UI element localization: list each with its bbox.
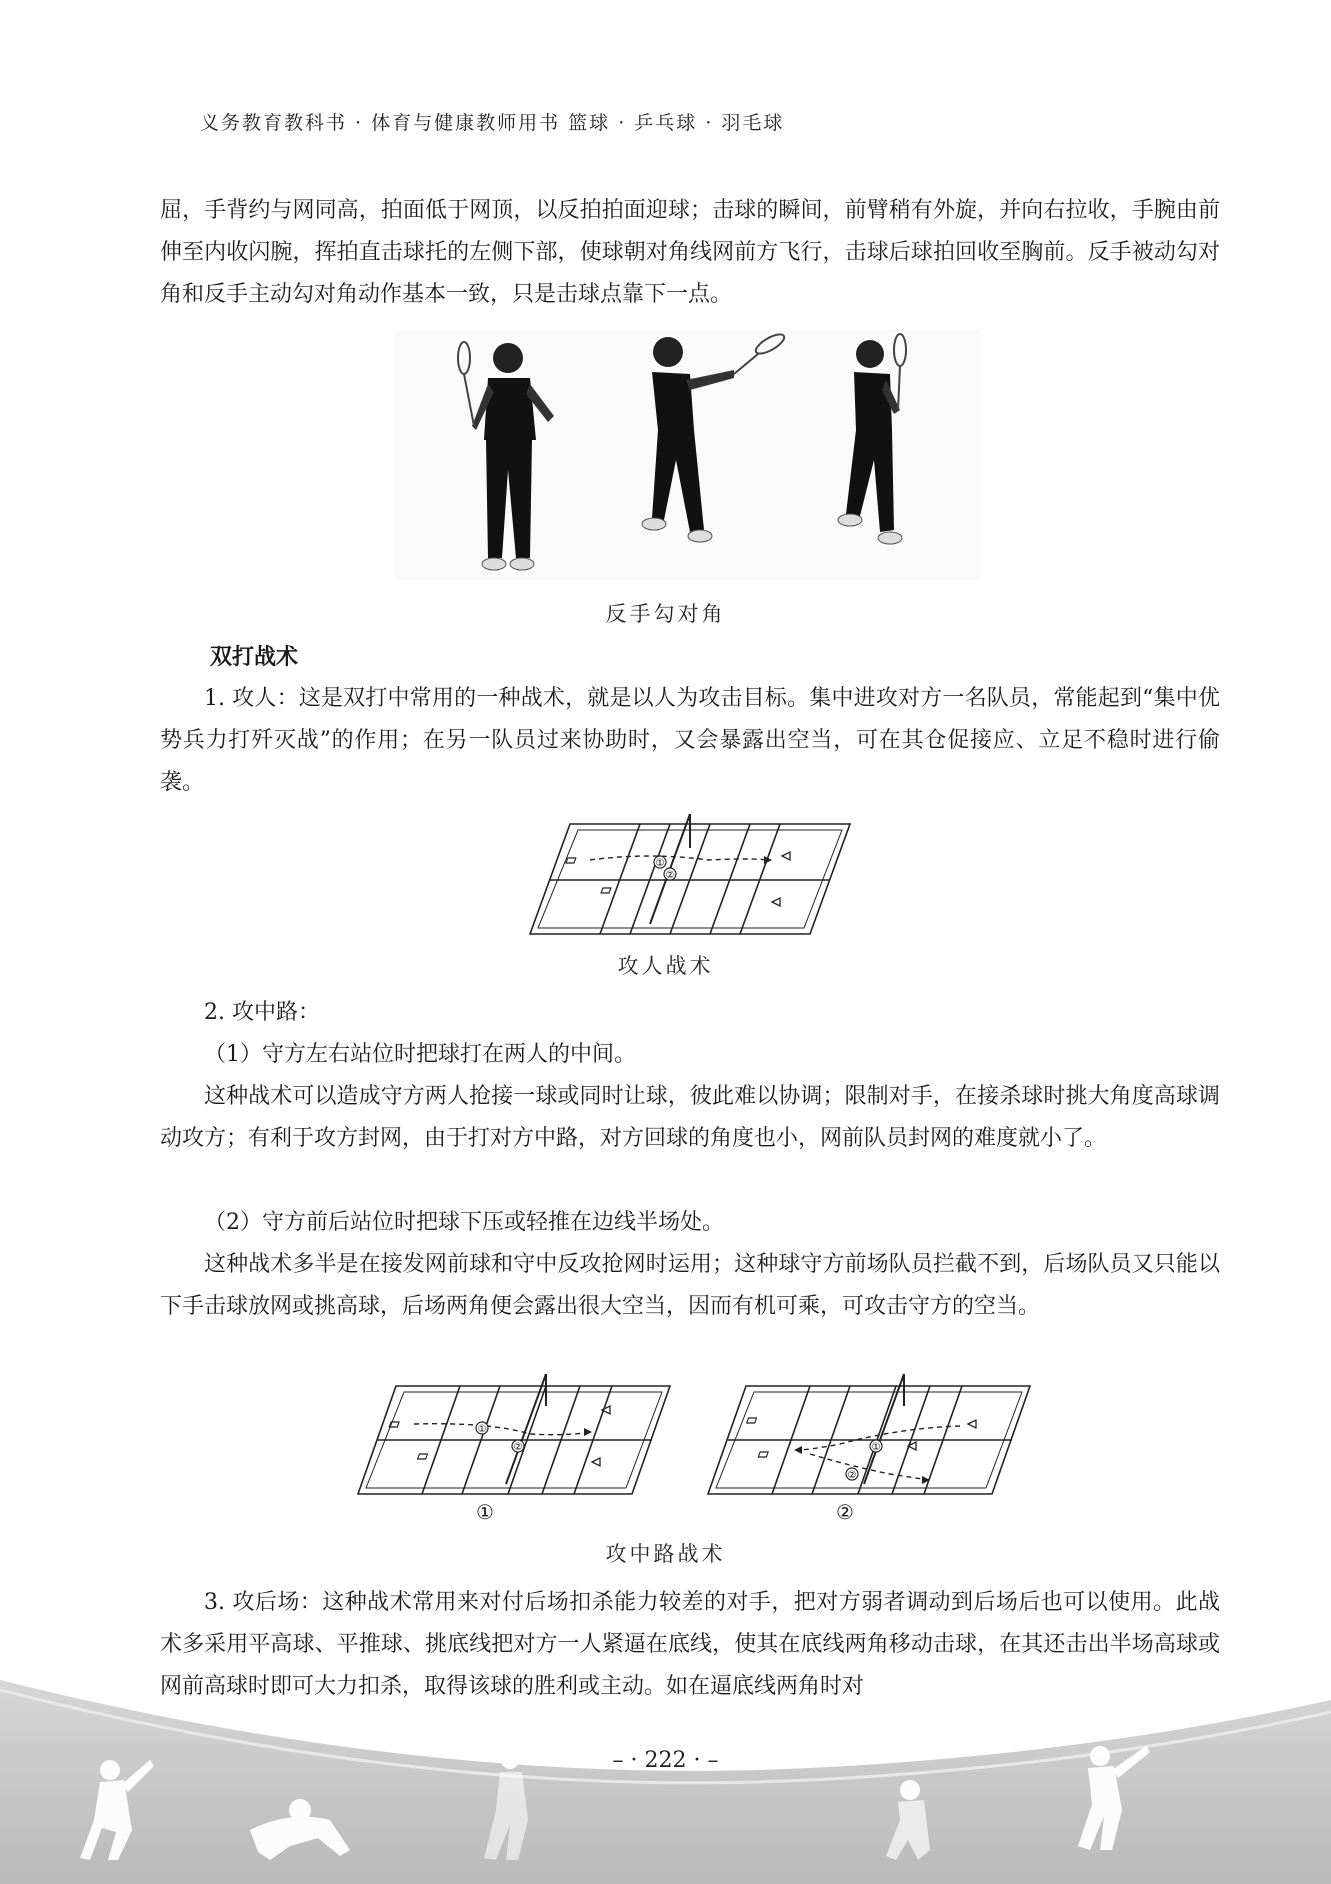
player-mark-1: ①: [477, 1424, 487, 1435]
attack-back-paragraph: 3. 攻后场：这种战术常用来对付后场扣杀能力较差的对手，把对方弱者调动到后场后也可以使用。此战术多采用平高球、平推球、挑底线把对方一人紧逼在底线，使其在底线两角移动击球，在其还击出半场高球或网前高球时即可大力扣杀，取得该球的胜利或主动。如在逼底线两角时对: [160, 1590, 1220, 1699]
player-figure-2: [630, 330, 800, 580]
player-mark-2: ②: [513, 1442, 523, 1453]
attack-person-diagram: [520, 808, 860, 938]
player-figure-1: [450, 330, 570, 580]
item2-text: （2）守方前后站位时把球下压或轻推在边线半场处。: [204, 1210, 724, 1235]
item2-description: 这种战术多半是在接发网前球和守中反攻抢网时运用；这种球守方前场队员拦截不到，后场队员又只能以下手击球放网或挑高球，后场两角便会露出很大空当，因而有机可乘，可攻击守方的空当。: [160, 1252, 1220, 1319]
attack-middle-title: 2. 攻中路：: [204, 1000, 320, 1025]
player-mark-2: ②: [847, 1470, 857, 1481]
attack-middle-diagram-right: [700, 1370, 1040, 1500]
photo-caption: 反手勾对角: [605, 602, 726, 626]
figure2-left-label: ①: [476, 1500, 494, 1524]
figure1-caption: 攻人战术: [617, 954, 714, 978]
item1-text: （1）守方左右站位时把球打在两人的中间。: [204, 1042, 636, 1067]
player-mark-2: ②: [665, 870, 675, 881]
figure2-caption: 攻中路战术: [605, 1542, 726, 1566]
attack-middle-diagram-left: [350, 1370, 680, 1500]
page-number: – · 222 · –: [612, 1748, 719, 1773]
intro-paragraph: 屈，手背约与网同高，拍面低于网顶，以反拍拍面迎球；击球的瞬间，前臂稍有外旋，并向右拉收，手腕由前伸至内收闪腕，挥拍直击球托的左侧下部，使球朝对角线网前方飞行，击球后球拍回收至胸前。反手被动勾对角和反手主动勾对角动作基本一致，只是击球点靠下一点。: [160, 198, 1220, 307]
player-mark-1: ①: [655, 858, 665, 869]
backhand-cross-photo: [395, 330, 980, 580]
attack-person-paragraph: 1. 攻人：这是双打中常用的一种战术，就是以人为攻击目标。集中进攻对方一名队员，常能起到“集中优势兵力打歼灭战”的作用；在另一队员过来协助时，又会暴露出空当，可在其仓促接应、立足不稳时进行偷袭。: [160, 686, 1220, 795]
running-header: 义务教育教科书 · 体育与健康教师用书 篮球 · 乒乓球 · 羽毛球: [200, 112, 785, 134]
player-mark-1: ①: [871, 1442, 881, 1453]
section-title: 双打战术: [210, 645, 299, 670]
figure2-right-label: ②: [836, 1500, 854, 1524]
player-figure-3: [830, 330, 950, 580]
item1-description: 这种战术可以造成守方两人抢接一球或同时让球，彼此难以协调；限制对手，在接杀球时挑大角度高球调动攻方；有利于攻方封网，由于打对方中路，对方回球的角度也小，网前队员封网的难度就小了。: [160, 1084, 1220, 1151]
